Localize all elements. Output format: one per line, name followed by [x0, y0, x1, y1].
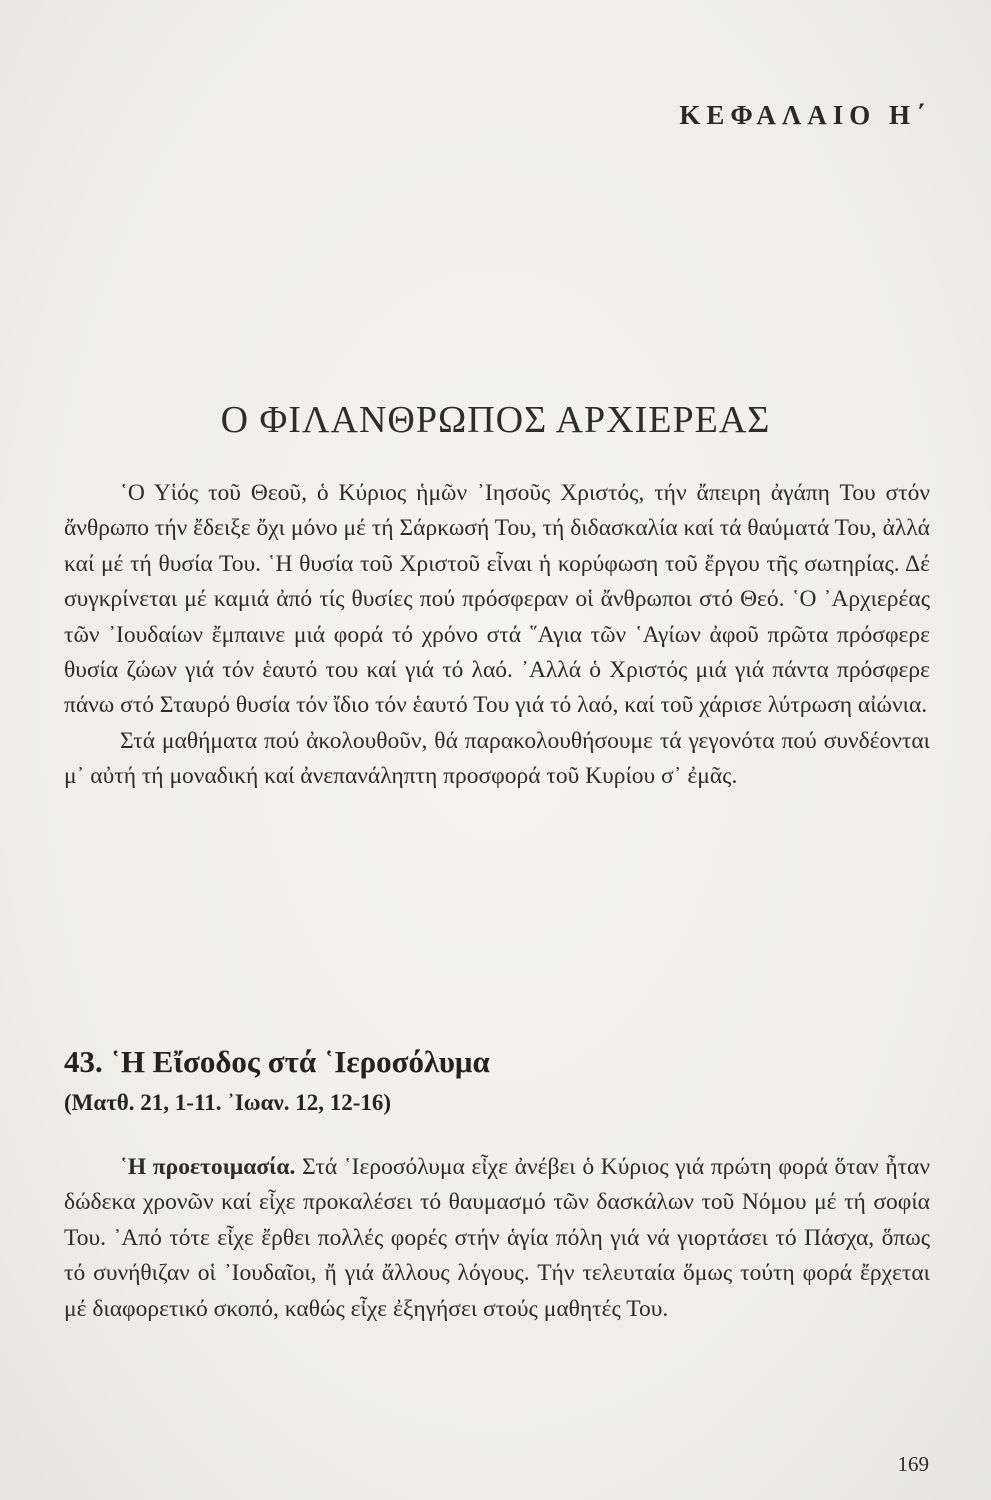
chapter-title: Ο ΦΙΛΑΝΘΡΩΠΟΣ ΑΡΧΙΕΡΕΑΣ	[220, 399, 771, 441]
section-text	[64, 1150, 930, 1327]
section-lead: ῾Η προετοιμασία.	[120, 1154, 296, 1180]
intro-paragraph-2: Στά μαθήματα πού ἀκολουθοῦν, θά παρακολουθήσουμε τά γεγονότα πού συνδέονται μ᾿ αὐτή τή μοναδική καί ἀνεπανάληπτη προσφορά τοῦ Κυρίου σ᾿ ἐμᾶς.	[64, 727, 930, 790]
section-heading: 43. ῾Η Εἴσοδος στά ῾Ιεροσόλυμα	[64, 1044, 490, 1079]
page-number: 169	[897, 1452, 929, 1476]
intro-text	[64, 476, 930, 795]
chapter-label: ΚΕΦΑΛΑΙΟ Η΄	[679, 100, 931, 130]
section-reference: (Ματθ. 21, 1-11. ᾿Ιωαν. 12, 12-16)	[64, 1090, 392, 1115]
section-paragraph	[64, 1150, 930, 1327]
intro-paragraph-1: ῾Ο Υἱός τοῦ Θεοῦ, ὁ Κύριος ἡμῶν ᾿Ιησοῦς Χριστός, τήν ἄπειρη ἀγάπη Του στόν ἄνθρωπο τήν ἔδειξε ὄχι μόνο μέ τή Σάρκωσή Του, τή διδασκαλία καί τά θαύματά Του, ἀλλά καί μέ τή θυσία Του. ῾Η θυσία τοῦ Χριστοῦ εἶναι ἡ κορύφωση τοῦ ἔργου τῆς σωτηρίας. Δέ συγκρίνεται μέ καμιά ἀπό τίς θυσίες πού πρόσφεραν οἱ ἄνθρωποι στό Θεό. ῾Ο ᾿Αρχιερέας τῶν ᾿Ιουδαίων ἔμπαινε μιά φορά τό χρόνο στά ῞Αγια τῶν ῾Αγίων ἀφοῦ πρῶτα πρόσφερε θυσία ζώων γιά τόν ἑαυτό του καί γιά τό λαό. ᾿Αλλά ὁ Χριστός μιά γιά πάντα πρόσφερε πάνω στό Σταυρό θυσία τόν ἴδιο τόν ἑαυτό Του γιά τό λαό, καί τοῦ χάρισε λύτρωση αἰώνια.	[64, 480, 930, 719]
section-paragraph-text: Στά ῾Ιεροσόλυμα εἶχε ἀνέβει ὁ Κύριος γιά πρώτη φορά ὅταν ἦταν δώδεκα χρονῶν καί εἶχε προκαλέσει τό θαυμασμό τῶν δασκάλων τοῦ Νόμου μέ τή σοφία Του. ᾿Από τότε εἶχε ἔρθει πολλές φορές στήν ἁγία πόλη γιά νά γιορτάσει τό Πάσχα, ὅπως τό συνήθιζαν οἱ ᾿Ιουδαῖοι, ἤ γιά ἄλλους λόγους. Τήν τελευταία ὅμως τούτη φορά ἔρχεται μέ διαφορετικό σκοπό, καθώς εἶχε ἐξηγήσει στούς μαθητές Του.	[64, 1154, 930, 1322]
